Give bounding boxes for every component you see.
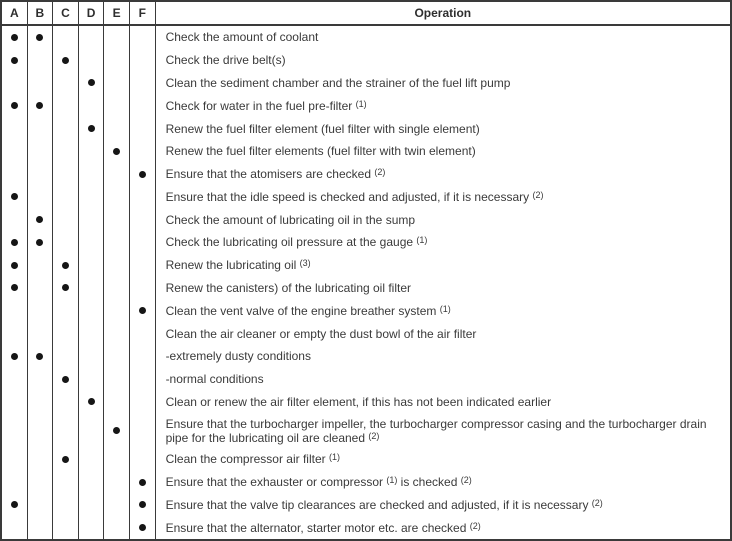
mark-cell-e bbox=[104, 72, 130, 95]
bullet-icon bbox=[88, 398, 95, 405]
mark-cell-a bbox=[2, 277, 28, 300]
mark-cell-b bbox=[28, 185, 54, 208]
column-header-f: F bbox=[130, 2, 156, 24]
operation-cell bbox=[156, 299, 730, 322]
bullet-icon bbox=[139, 307, 146, 314]
operation-text: Ensure that the atomisers are checked $^{(2)}$ bbox=[165, 167, 386, 182]
mark-cell-e bbox=[104, 413, 130, 448]
bullet-icon bbox=[62, 262, 69, 269]
mark-cell-f bbox=[130, 72, 156, 95]
mark-cell-f bbox=[130, 493, 156, 516]
mark-cell-b bbox=[28, 322, 54, 345]
bullet-icon bbox=[139, 501, 146, 508]
column-header-e: E bbox=[104, 2, 130, 24]
table-row bbox=[2, 322, 730, 345]
bullet-icon bbox=[11, 239, 18, 246]
table-row bbox=[2, 208, 730, 231]
operation-text: Check for water in the fuel pre-filter $^{(1)}$ bbox=[165, 98, 367, 113]
mark-cell-f bbox=[130, 231, 156, 254]
operation-cell bbox=[156, 413, 730, 448]
bullet-icon bbox=[88, 125, 95, 132]
mark-cell-a bbox=[2, 345, 28, 368]
table-row bbox=[2, 493, 730, 516]
table-row bbox=[2, 231, 730, 254]
mark-cell-e bbox=[104, 448, 130, 471]
bullet-icon bbox=[62, 284, 69, 291]
mark-cell-a bbox=[2, 117, 28, 140]
mark-cell-d bbox=[79, 471, 105, 494]
mark-cell-d bbox=[79, 185, 105, 208]
mark-cell-c bbox=[53, 185, 79, 208]
table-row bbox=[2, 413, 730, 448]
mark-cell-a bbox=[2, 391, 28, 414]
operation-cell bbox=[156, 277, 730, 300]
operation-cell bbox=[156, 208, 730, 231]
mark-cell-d bbox=[79, 322, 105, 345]
mark-cell-c bbox=[53, 94, 79, 117]
mark-cell-f bbox=[130, 26, 156, 49]
mark-cell-c bbox=[53, 345, 79, 368]
mark-cell-d bbox=[79, 26, 105, 49]
operation-text: Ensure that the valve tip clearances are checked and adjusted, if it is necessary $^{(2)}$ bbox=[165, 497, 603, 512]
mark-cell-d bbox=[79, 231, 105, 254]
mark-cell-b bbox=[28, 26, 54, 49]
bullet-icon bbox=[36, 353, 43, 360]
bullet-icon bbox=[62, 456, 69, 463]
mark-cell-c bbox=[53, 49, 79, 72]
mark-cell-e bbox=[104, 516, 130, 539]
mark-cell-e bbox=[104, 163, 130, 186]
mark-cell-e bbox=[104, 391, 130, 414]
mark-cell-a bbox=[2, 185, 28, 208]
mark-cell-b bbox=[28, 368, 54, 391]
operation-text: Renew the canisters) of the lubricating oil filter bbox=[165, 280, 412, 295]
table-row bbox=[2, 391, 730, 414]
mark-cell-a bbox=[2, 254, 28, 277]
mark-cell-d bbox=[79, 140, 105, 163]
bullet-icon bbox=[113, 148, 120, 155]
mark-cell-d bbox=[79, 208, 105, 231]
mark-cell-c bbox=[53, 299, 79, 322]
operation-text: Check the lubricating oil pressure at the gauge $^{(1)}$ bbox=[165, 235, 428, 250]
mark-cell-d bbox=[79, 448, 105, 471]
mark-cell-d bbox=[79, 49, 105, 72]
bullet-icon bbox=[11, 57, 18, 64]
mark-cell-b bbox=[28, 94, 54, 117]
column-header-c: C bbox=[53, 2, 79, 24]
mark-cell-d bbox=[79, 94, 105, 117]
bullet-icon bbox=[11, 34, 18, 41]
mark-cell-b bbox=[28, 448, 54, 471]
mark-cell-b bbox=[28, 49, 54, 72]
mark-cell-f bbox=[130, 322, 156, 345]
table-row bbox=[2, 94, 730, 117]
table-row bbox=[2, 299, 730, 322]
column-header-d: D bbox=[79, 2, 105, 24]
operation-text: Check the amount of lubricating oil in the sump bbox=[165, 212, 416, 227]
mark-cell-c bbox=[53, 493, 79, 516]
bullet-icon bbox=[36, 34, 43, 41]
mark-cell-c bbox=[53, 471, 79, 494]
mark-cell-b bbox=[28, 516, 54, 539]
bullet-icon bbox=[139, 524, 146, 531]
mark-cell-e bbox=[104, 471, 130, 494]
mark-cell-a bbox=[2, 140, 28, 163]
operation-text: Clean the compressor air filter $^{(1)}$ bbox=[165, 452, 340, 467]
table-row bbox=[2, 254, 730, 277]
operation-text: Renew the fuel filter elements (fuel filter with twin element) bbox=[165, 144, 476, 159]
bullet-icon bbox=[62, 57, 69, 64]
mark-cell-b bbox=[28, 345, 54, 368]
operation-cell bbox=[156, 72, 730, 95]
operation-cell bbox=[156, 231, 730, 254]
mark-cell-b bbox=[28, 140, 54, 163]
mark-cell-d bbox=[79, 368, 105, 391]
mark-cell-d bbox=[79, 516, 105, 539]
mark-cell-c bbox=[53, 391, 79, 414]
operation-text: Clean or renew the air filter element, if this has not been indicated earlier bbox=[165, 394, 552, 409]
mark-cell-c bbox=[53, 413, 79, 448]
bullet-icon bbox=[62, 376, 69, 383]
operation-text: Ensure that the idle speed is checked and adjusted, if it is necessary $^{(2)}$ bbox=[165, 189, 544, 204]
bullet-icon bbox=[11, 501, 18, 508]
table-row bbox=[2, 163, 730, 186]
mark-cell-f bbox=[130, 208, 156, 231]
mark-cell-e bbox=[104, 208, 130, 231]
operation-cell bbox=[156, 49, 730, 72]
bullet-icon bbox=[113, 427, 120, 434]
operation-text: Check the amount of coolant bbox=[165, 30, 319, 45]
operation-text: Ensure that the exhauster or compressor $^{(1)}$ is checked $^{(2)}$ bbox=[165, 475, 472, 490]
mark-cell-a bbox=[2, 208, 28, 231]
bullet-icon bbox=[88, 79, 95, 86]
operation-cell bbox=[156, 516, 730, 539]
bullet-icon bbox=[36, 102, 43, 109]
mark-cell-e bbox=[104, 49, 130, 72]
mark-cell-a bbox=[2, 231, 28, 254]
mark-cell-f bbox=[130, 448, 156, 471]
mark-cell-a bbox=[2, 471, 28, 494]
mark-cell-f bbox=[130, 49, 156, 72]
mark-cell-c bbox=[53, 277, 79, 300]
operation-cell bbox=[156, 117, 730, 140]
mark-cell-d bbox=[79, 413, 105, 448]
mark-cell-b bbox=[28, 493, 54, 516]
mark-cell-a bbox=[2, 49, 28, 72]
operation-text: Ensure that the turbocharger impeller, the turbocharger compressor casing and the turbocharger drain pipe for the lubricating oil are cleaned $^{(2)}$ bbox=[165, 416, 707, 445]
mark-cell-f bbox=[130, 516, 156, 539]
table-row bbox=[2, 140, 730, 163]
operation-cell bbox=[156, 345, 730, 368]
mark-cell-c bbox=[53, 322, 79, 345]
operation-cell bbox=[156, 471, 730, 494]
table-row bbox=[2, 471, 730, 494]
mark-cell-e bbox=[104, 322, 130, 345]
operation-cell bbox=[156, 448, 730, 471]
mark-cell-e bbox=[104, 185, 130, 208]
operation-cell bbox=[156, 391, 730, 414]
column-header-operation: Operation bbox=[414, 6, 472, 20]
mark-cell-b bbox=[28, 72, 54, 95]
mark-cell-c bbox=[53, 163, 79, 186]
mark-cell-c bbox=[53, 448, 79, 471]
operation-text: Clean the sediment chamber and the strainer of the fuel lift pump bbox=[165, 75, 511, 90]
mark-cell-c bbox=[53, 368, 79, 391]
mark-cell-d bbox=[79, 299, 105, 322]
mark-cell-b bbox=[28, 163, 54, 186]
mark-cell-b bbox=[28, 231, 54, 254]
mark-cell-c bbox=[53, 72, 79, 95]
operation-cell bbox=[156, 322, 730, 345]
mark-cell-c bbox=[53, 516, 79, 539]
mark-cell-e bbox=[104, 94, 130, 117]
mark-cell-e bbox=[104, 26, 130, 49]
mark-cell-f bbox=[130, 299, 156, 322]
operation-text: Clean the vent valve of the engine breather system $^{(1)}$ bbox=[165, 303, 451, 318]
mark-cell-f bbox=[130, 163, 156, 186]
bullet-icon bbox=[139, 171, 146, 178]
mark-cell-c bbox=[53, 140, 79, 163]
operation-cell bbox=[156, 493, 730, 516]
operation-cell bbox=[156, 94, 730, 117]
mark-cell-a bbox=[2, 299, 28, 322]
table-row bbox=[2, 368, 730, 391]
mark-cell-b bbox=[28, 413, 54, 448]
mark-cell-b bbox=[28, 117, 54, 140]
mark-cell-b bbox=[28, 299, 54, 322]
mark-cell-a bbox=[2, 94, 28, 117]
operation-text: Renew the fuel filter element (fuel filter with single element) bbox=[165, 121, 480, 136]
mark-cell-c bbox=[53, 26, 79, 49]
mark-cell-a bbox=[2, 368, 28, 391]
operation-cell bbox=[156, 185, 730, 208]
mark-cell-b bbox=[28, 391, 54, 414]
bullet-icon bbox=[11, 353, 18, 360]
mark-cell-f bbox=[130, 277, 156, 300]
operation-text: Check the drive belt(s) bbox=[165, 53, 286, 68]
bullet-icon bbox=[36, 216, 43, 223]
mark-cell-f bbox=[130, 185, 156, 208]
operation-text: Ensure that the alternator, starter motor etc. are checked $^{(2)}$ bbox=[165, 520, 481, 535]
table-row bbox=[2, 277, 730, 300]
operation-text: -normal conditions bbox=[165, 372, 264, 387]
bullet-icon bbox=[36, 239, 43, 246]
column-header-b: B bbox=[28, 2, 54, 24]
mark-cell-f bbox=[130, 94, 156, 117]
mark-cell-e bbox=[104, 299, 130, 322]
operation-text: -extremely dusty conditions bbox=[165, 349, 311, 364]
bullet-icon bbox=[11, 102, 18, 109]
table-row bbox=[2, 117, 730, 140]
mark-cell-e bbox=[104, 140, 130, 163]
table-row bbox=[2, 49, 730, 72]
mark-cell-e bbox=[104, 117, 130, 140]
mark-cell-f bbox=[130, 413, 156, 448]
mark-cell-f bbox=[130, 254, 156, 277]
mark-cell-d bbox=[79, 117, 105, 140]
mark-cell-e bbox=[104, 254, 130, 277]
mark-cell-f bbox=[130, 117, 156, 140]
bullet-icon bbox=[139, 479, 146, 486]
mark-cell-b bbox=[28, 277, 54, 300]
mark-cell-c bbox=[53, 117, 79, 140]
mark-cell-c bbox=[53, 254, 79, 277]
table-body bbox=[2, 26, 730, 539]
mark-cell-c bbox=[53, 208, 79, 231]
operation-text: Renew the lubricating oil $^{(3)}$ bbox=[165, 258, 311, 273]
mark-cell-b bbox=[28, 208, 54, 231]
mark-cell-d bbox=[79, 72, 105, 95]
mark-cell-f bbox=[130, 391, 156, 414]
mark-cell-f bbox=[130, 368, 156, 391]
mark-cell-a bbox=[2, 448, 28, 471]
mark-cell-f bbox=[130, 471, 156, 494]
mark-cell-f bbox=[130, 140, 156, 163]
mark-cell-b bbox=[28, 254, 54, 277]
mark-cell-d bbox=[79, 254, 105, 277]
table-row bbox=[2, 26, 730, 49]
bullet-icon bbox=[11, 262, 18, 269]
mark-cell-a bbox=[2, 163, 28, 186]
mark-cell-d bbox=[79, 277, 105, 300]
table-header-row bbox=[2, 2, 730, 26]
mark-cell-a bbox=[2, 493, 28, 516]
operation-text: Clean the air cleaner or empty the dust bowl of the air filter bbox=[165, 326, 477, 341]
operation-cell bbox=[156, 368, 730, 391]
mark-cell-d bbox=[79, 345, 105, 368]
operation-cell bbox=[156, 140, 730, 163]
mark-cell-e bbox=[104, 368, 130, 391]
mark-cell-e bbox=[104, 345, 130, 368]
table-row bbox=[2, 345, 730, 368]
operation-cell bbox=[156, 163, 730, 186]
mark-cell-e bbox=[104, 493, 130, 516]
operation-cell bbox=[156, 26, 730, 49]
mark-cell-e bbox=[104, 277, 130, 300]
mark-cell-a bbox=[2, 322, 28, 345]
mark-cell-d bbox=[79, 493, 105, 516]
bullet-icon bbox=[11, 284, 18, 291]
mark-cell-f bbox=[130, 345, 156, 368]
mark-cell-d bbox=[79, 163, 105, 186]
column-header-a: A bbox=[2, 2, 28, 24]
mark-cell-d bbox=[79, 391, 105, 414]
mark-cell-a bbox=[2, 516, 28, 539]
operation-cell bbox=[156, 254, 730, 277]
table-row bbox=[2, 185, 730, 208]
mark-cell-a bbox=[2, 72, 28, 95]
mark-cell-a bbox=[2, 26, 28, 49]
mark-cell-e bbox=[104, 231, 130, 254]
mark-cell-a bbox=[2, 413, 28, 448]
mark-cell-c bbox=[53, 231, 79, 254]
table-row bbox=[2, 516, 730, 539]
table-row bbox=[2, 448, 730, 471]
bullet-icon bbox=[11, 193, 18, 200]
table-row bbox=[2, 72, 730, 95]
mark-cell-b bbox=[28, 471, 54, 494]
